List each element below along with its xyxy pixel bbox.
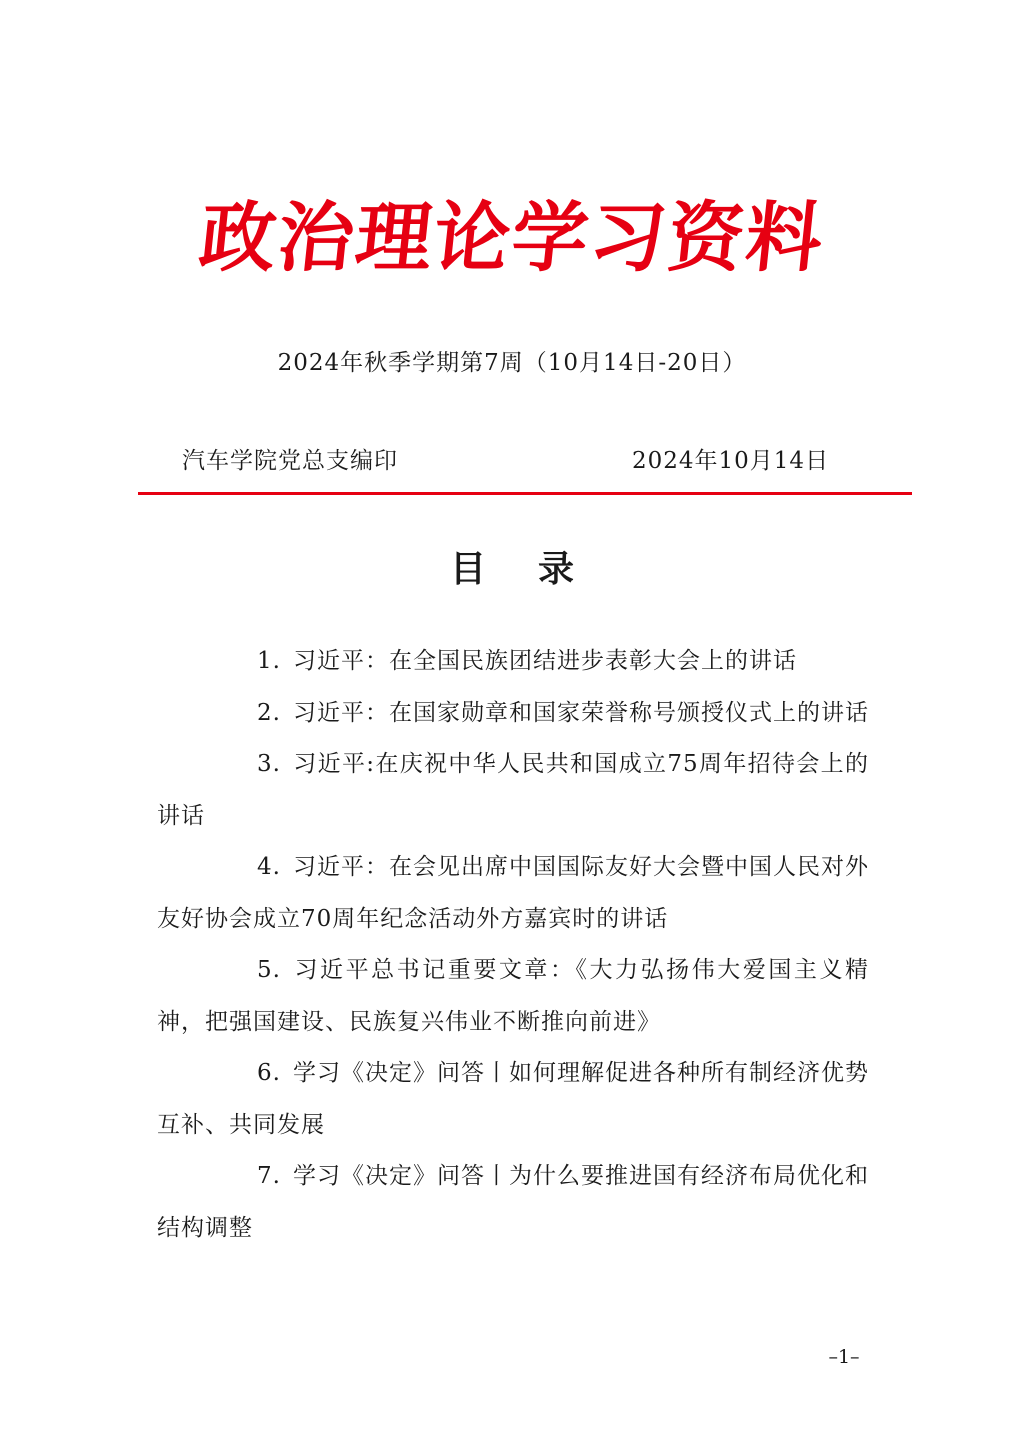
toc-item-number: 6. [257, 1060, 281, 1086]
toc-item-text: 学习《决定》问答丨如何理解促进各种所有制经济优势互补、共同发展 [157, 1060, 869, 1138]
toc-item-text: 习近平:在庆祝中华人民共和国成立75周年招待会上的讲话 [157, 751, 869, 829]
toc-item [157, 739, 869, 842]
toc-item-text: 习近平总书记重要文章：《大力弘扬伟大爱国主义精神，把强国建设、民族复兴伟业不断推向前进》 [157, 957, 869, 1035]
toc-item [157, 1151, 869, 1254]
toc-item-text: 学习《决定》问答丨为什么要推进国有经济布局优化和结构调整 [157, 1163, 869, 1241]
toc-item-text: 习近平：在国家勋章和国家荣誉称号颁授仪式上的讲话 [292, 699, 869, 726]
page-number: –1– [828, 1346, 860, 1368]
toc-item-text: 习近平：在全国民族团结进步表彰大会上的讲话 [292, 648, 797, 674]
toc-item-number: 1. [257, 648, 281, 674]
toc-item [157, 842, 869, 945]
editor-line: 汽车学院党总支编印 [182, 448, 398, 474]
toc-item-number: 3. [257, 751, 281, 777]
toc-item [157, 1048, 869, 1151]
toc-heading: 目录 [449, 548, 626, 590]
toc-item-number: 4. [257, 854, 281, 880]
document-title: 政治理论学习资料 [195, 193, 829, 282]
toc-item-text: 习近平：在会见出席中国国际友好大会暨中国人民对外友好协会成立70周年纪念活动外方嘉宾时的讲话 [157, 854, 869, 932]
issue-line: 2024年秋季学期第7周（10月14日-20日） [277, 350, 747, 376]
header-divider [138, 492, 912, 495]
publication-date: 2024年10月14日 [632, 448, 830, 474]
toc-item [157, 636, 869, 688]
toc-item [157, 945, 869, 1048]
toc-item-number: 2. [257, 699, 281, 726]
toc-item [157, 688, 869, 740]
toc-item-number: 7. [257, 1163, 281, 1189]
toc-item-number: 5. [257, 957, 281, 983]
table-of-contents [157, 636, 869, 1254]
